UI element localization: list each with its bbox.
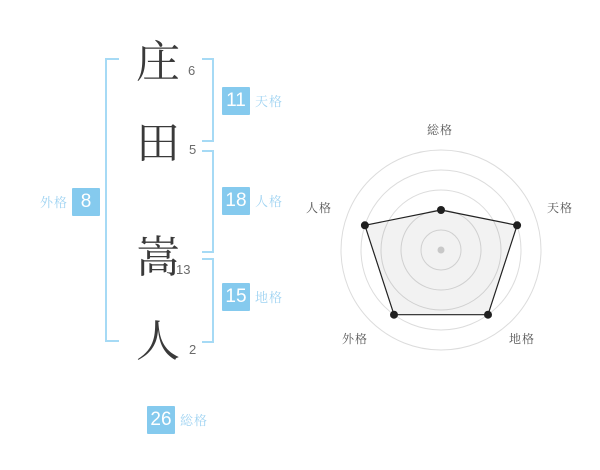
radar-data-point	[361, 221, 369, 229]
name-character: 庄	[136, 38, 180, 87]
radar-data-point	[390, 311, 398, 319]
radar-axis-label-gaikaku: 外格	[341, 332, 369, 346]
name-character: 嵩	[136, 233, 180, 282]
chikaku-badge: 15	[222, 283, 250, 311]
gaikaku-label: 外格	[40, 195, 69, 210]
soukaku-badge: 26	[147, 406, 175, 434]
fortune-radar-chart	[300, 115, 590, 365]
stroke-count: 2	[189, 342, 197, 357]
stroke-count: 13	[176, 262, 191, 277]
chikaku-label: 地格	[255, 290, 284, 305]
radar-axis-label-tenkaku: 天格	[546, 201, 574, 215]
radar-axis-label-jinkaku: 人格	[305, 201, 333, 215]
radar-series	[361, 206, 521, 319]
gaikaku-badge: 8	[72, 188, 100, 216]
soukaku-label: 総格	[180, 413, 209, 428]
radar-data-polygon	[365, 210, 517, 315]
tenkaku-bracket	[202, 58, 214, 142]
jinkaku-badge: 18	[222, 187, 250, 215]
tenkaku-label: 天格	[255, 94, 284, 109]
radar-data-point	[484, 311, 492, 319]
radar-data-point	[437, 206, 445, 214]
chikaku-bracket	[202, 258, 214, 343]
tenkaku-badge: 11	[222, 87, 250, 115]
radar-center-dot	[438, 247, 445, 254]
name-character: 人	[136, 317, 180, 366]
radar-axis-label-chikaku: 地格	[508, 332, 536, 346]
radar-axis-label-soukaku: 総格	[426, 123, 454, 137]
stroke-count: 5	[189, 142, 197, 157]
jinkaku-label: 人格	[255, 194, 284, 209]
name-character: 田	[136, 119, 180, 168]
stroke-count: 6	[188, 63, 196, 78]
jinkaku-bracket	[202, 150, 214, 253]
gaikaku-bracket	[105, 58, 119, 342]
radar-data-point	[513, 221, 521, 229]
